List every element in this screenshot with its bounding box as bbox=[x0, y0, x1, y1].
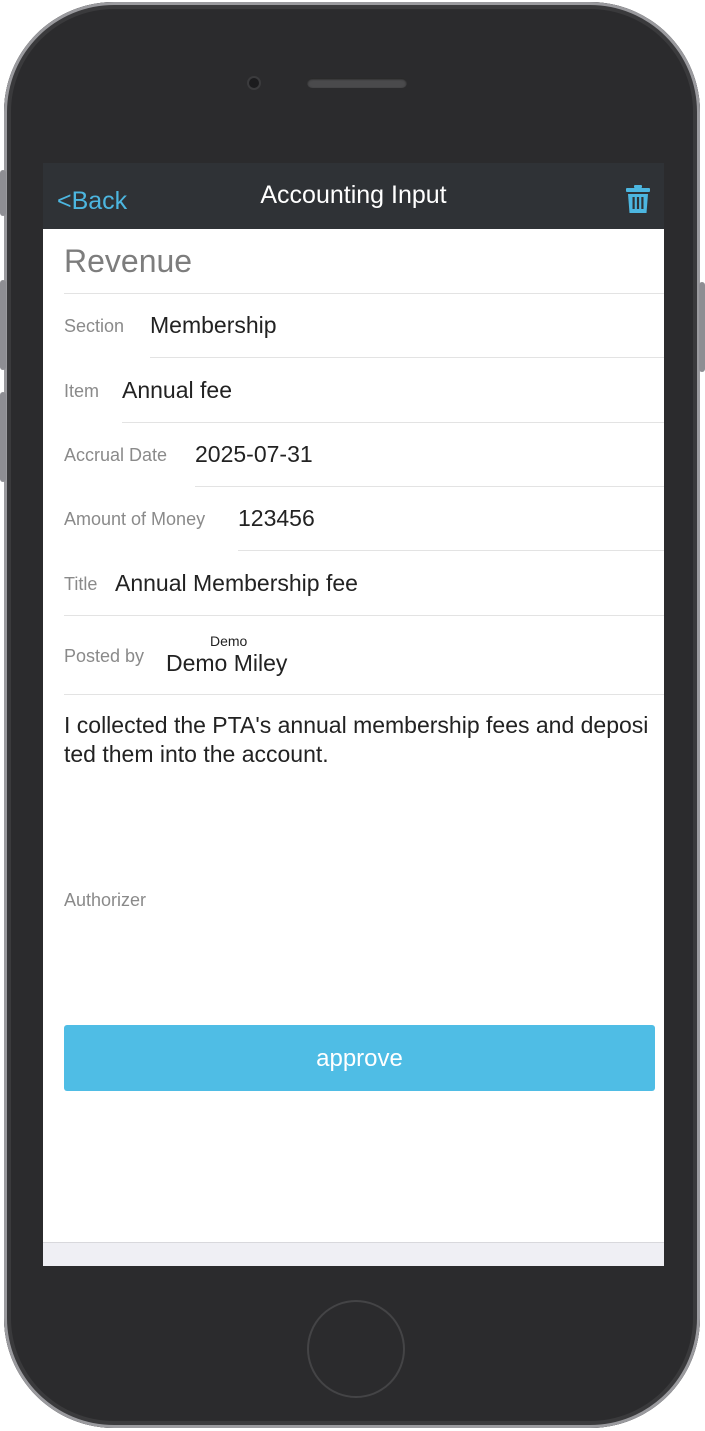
divider bbox=[238, 550, 664, 551]
authorizer-label: Authorizer bbox=[64, 890, 147, 910]
divider bbox=[150, 357, 664, 358]
front-camera bbox=[249, 78, 259, 88]
home-button[interactable] bbox=[307, 1300, 405, 1398]
navigation-bar bbox=[43, 163, 664, 229]
item-row[interactable] bbox=[43, 359, 664, 423]
title-value[interactable]: Annual Membership fee bbox=[115, 570, 358, 596]
phone-frame bbox=[4, 2, 700, 1428]
amount-row[interactable] bbox=[43, 487, 664, 551]
title-row[interactable] bbox=[43, 552, 664, 616]
app-screen bbox=[43, 163, 664, 1266]
amount-value[interactable]: 123456 bbox=[238, 505, 315, 531]
bottom-toolbar bbox=[43, 1242, 664, 1266]
section-value[interactable]: Membership bbox=[150, 312, 277, 338]
earpiece-speaker bbox=[307, 78, 407, 88]
title-label: Title bbox=[64, 574, 98, 594]
posted-by-row bbox=[43, 616, 664, 694]
mute-switch bbox=[0, 170, 6, 216]
accrual-date-value[interactable]: 2025-07-31 bbox=[195, 441, 313, 467]
item-label: Item bbox=[64, 381, 100, 401]
page-title: Accounting Input bbox=[260, 181, 447, 209]
poster-first-name: Demo bbox=[210, 633, 248, 649]
divider bbox=[64, 694, 664, 695]
approve-button[interactable]: approve bbox=[64, 1025, 655, 1091]
trash-icon[interactable] bbox=[626, 185, 650, 213]
volume-down-button bbox=[0, 392, 6, 482]
item-value[interactable]: Annual fee bbox=[122, 377, 232, 403]
posted-by-label: Posted by bbox=[64, 646, 145, 666]
accrual-date-row[interactable] bbox=[43, 423, 664, 487]
volume-up-button bbox=[0, 280, 6, 370]
section-header: Revenue bbox=[64, 243, 193, 279]
section-row[interactable] bbox=[43, 294, 664, 358]
memo-text[interactable]: I collected the PTA's annual membership fees and deposited them into the account. bbox=[64, 712, 649, 767]
power-button bbox=[699, 282, 705, 372]
section-label: Section bbox=[64, 316, 125, 336]
accrual-date-label: Accrual Date bbox=[64, 445, 168, 465]
poster-name: Demo Miley bbox=[166, 650, 288, 676]
back-button[interactable]: <Back bbox=[57, 187, 128, 215]
amount-label: Amount of Money bbox=[64, 509, 206, 529]
